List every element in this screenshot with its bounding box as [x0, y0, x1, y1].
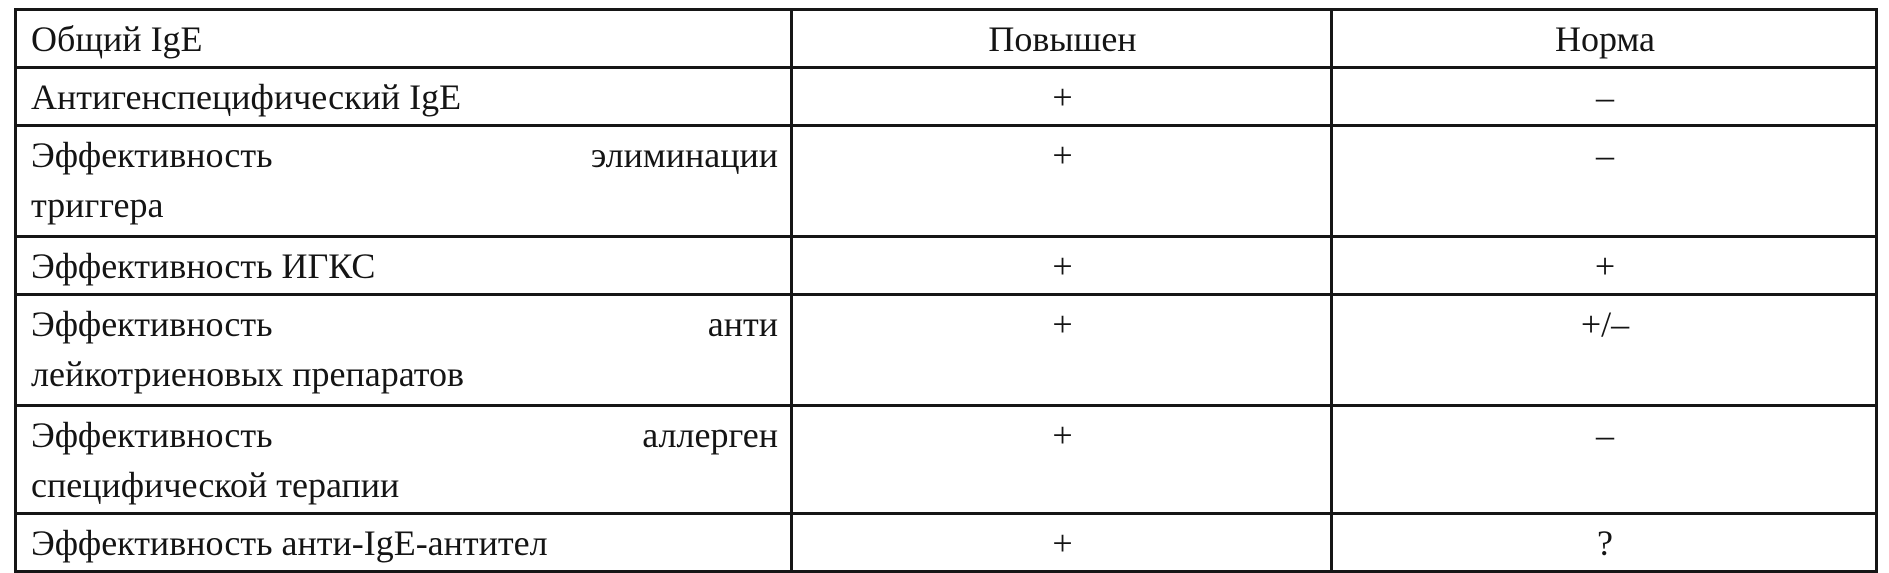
normal-value-cell: + — [1332, 237, 1877, 295]
row-label-cell — [16, 406, 792, 514]
row-label-word: аллерген — [642, 415, 778, 455]
elevated-value-cell: + — [792, 68, 1332, 126]
row-label-line2: лейкотриеновых препаратов — [31, 354, 465, 394]
row-label-line2: триггера — [31, 185, 164, 225]
elevated-value-cell: + — [792, 237, 1332, 295]
row-label-line1 — [31, 299, 778, 349]
row-label-word: Эффективность — [31, 304, 273, 344]
header-cell-parameter: Общий IgE — [16, 10, 792, 68]
table-row — [16, 295, 1877, 406]
elevated-value-cell: + — [792, 295, 1332, 406]
table-row — [16, 406, 1877, 514]
ige-comparison-table — [14, 8, 1878, 573]
row-label-word: Эффективность — [31, 135, 273, 175]
row-label-line1 — [31, 130, 778, 180]
row-label-cell — [16, 126, 792, 237]
table-header-row — [16, 10, 1877, 68]
row-label-word: элиминации — [590, 135, 778, 175]
elevated-value-cell: + — [792, 126, 1332, 237]
scanned-table-region — [14, 8, 1875, 563]
elevated-value-cell: + — [792, 514, 1332, 572]
row-label-line1 — [31, 410, 778, 460]
header-cell-normal: Норма — [1332, 10, 1877, 68]
header-cell-elevated: Повышен — [792, 10, 1332, 68]
normal-value-cell: – — [1332, 406, 1877, 514]
table-row — [16, 514, 1877, 572]
row-label-line2: специфической терапии — [31, 465, 400, 505]
table-row — [16, 68, 1877, 126]
table-row — [16, 237, 1877, 295]
elevated-value-cell: + — [792, 406, 1332, 514]
row-label-cell: Эффективность анти-IgE-антител — [16, 514, 792, 572]
row-label-cell — [16, 295, 792, 406]
row-label-cell: Антигенспецифический IgE — [16, 68, 792, 126]
row-label-word: анти — [707, 304, 778, 344]
normal-value-cell: ? — [1332, 514, 1877, 572]
normal-value-cell: +/– — [1332, 295, 1877, 406]
normal-value-cell: – — [1332, 126, 1877, 237]
table-row — [16, 126, 1877, 237]
normal-value-cell: – — [1332, 68, 1877, 126]
row-label-word: Эффективность — [31, 415, 273, 455]
row-label-cell: Эффективность ИГКС — [16, 237, 792, 295]
